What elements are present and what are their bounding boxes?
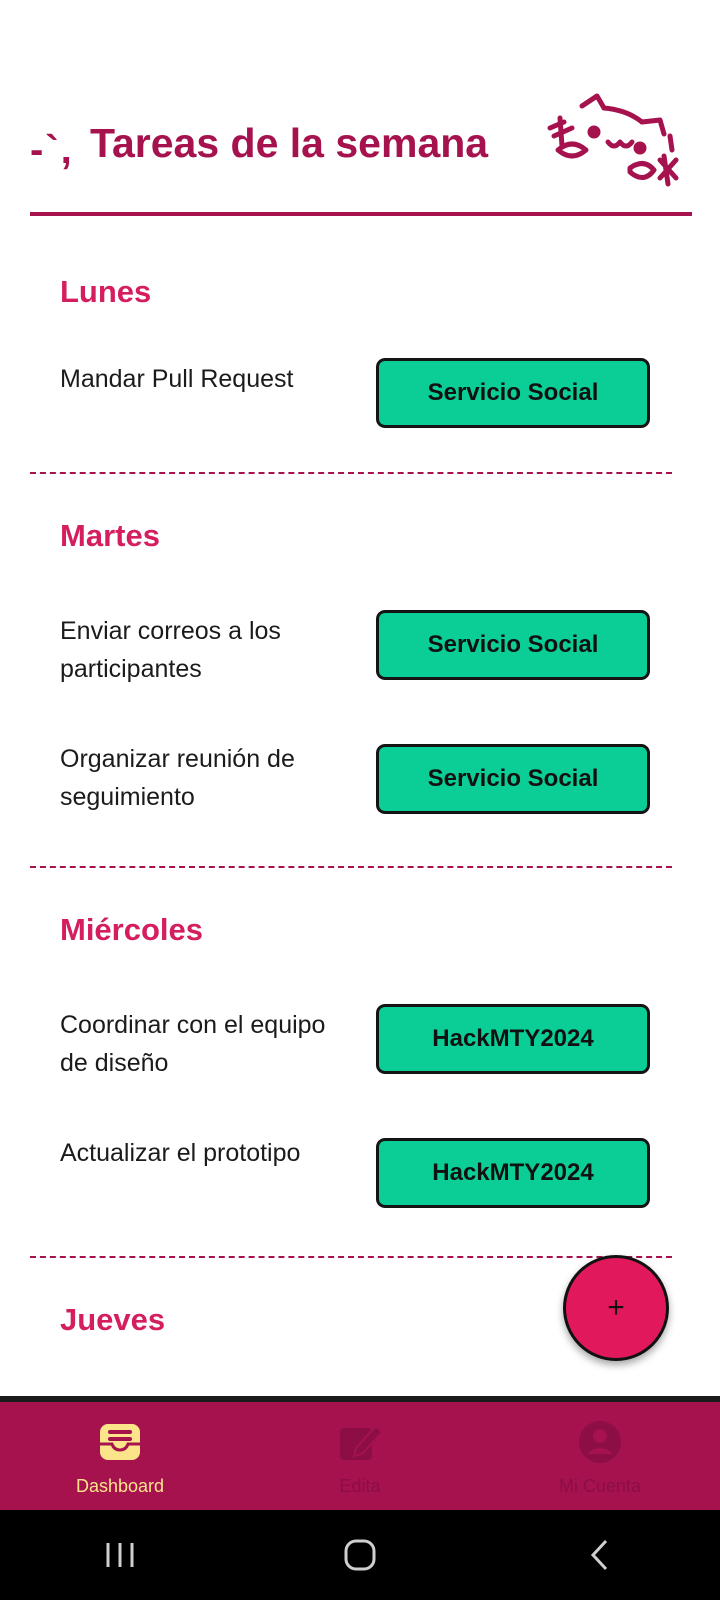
task-text: Actualizar el prototipo (60, 1139, 301, 1167)
day-divider (30, 866, 672, 868)
day-section-martes (30, 506, 686, 866)
header-decoration: -`, (30, 128, 74, 172)
task-item[interactable] (30, 724, 686, 866)
account-icon (576, 1418, 624, 1466)
header-divider (30, 212, 692, 216)
add-task-button[interactable]: + (563, 1255, 669, 1361)
task-tag-button[interactable]: HackMTY2024 (376, 1004, 650, 1074)
day-title: Martes (60, 518, 160, 553)
task-text: Organizar reunión de seguimiento (60, 745, 295, 811)
recent-apps-icon (102, 1540, 138, 1570)
back-button[interactable] (570, 1535, 630, 1575)
task-text: Enviar correos a los participantes (60, 617, 281, 683)
task-tag-button[interactable]: Servicio Social (376, 744, 650, 814)
nav-item-mi-cuenta[interactable] (480, 1402, 720, 1510)
nav-item-dashboard[interactable] (0, 1402, 240, 1510)
day-title: Miércoles (60, 912, 204, 947)
task-item[interactable] (30, 336, 686, 472)
task-item[interactable] (30, 982, 686, 1118)
task-text: Coordinar con el equipo de diseño (60, 1011, 326, 1077)
day-title: Jueves (60, 1302, 166, 1337)
recent-apps-button[interactable] (90, 1535, 150, 1575)
task-text: Mandar Pull Request (60, 365, 294, 393)
nav-label: Edita (339, 1476, 381, 1496)
day-section-miercoles (30, 900, 686, 1256)
task-item[interactable] (30, 1118, 686, 1256)
task-tag-button[interactable]: Servicio Social (376, 358, 650, 428)
day-section-lunes (30, 262, 686, 472)
home-icon (343, 1538, 377, 1572)
nav-item-edita[interactable] (240, 1402, 480, 1510)
nav-label: Mi Cuenta (558, 1476, 642, 1496)
day-divider (30, 1256, 672, 1258)
task-item[interactable] (30, 588, 686, 724)
task-tag-button[interactable]: Servicio Social (376, 610, 650, 680)
bottom-navigation (0, 1396, 720, 1510)
task-tag-button[interactable]: HackMTY2024 (376, 1138, 650, 1208)
page-header (30, 88, 692, 218)
cat-doodle-icon (542, 88, 692, 198)
page-title: Tareas de la semana (90, 120, 489, 166)
day-title: Lunes (60, 274, 152, 309)
nav-label: Dashboard (75, 1476, 165, 1496)
back-icon (588, 1538, 612, 1572)
day-divider (30, 472, 672, 474)
edit-icon (336, 1418, 384, 1466)
inbox-icon (96, 1418, 144, 1466)
home-button[interactable] (330, 1535, 390, 1575)
system-navigation-bar (0, 1510, 720, 1600)
week-task-list (30, 218, 686, 1350)
